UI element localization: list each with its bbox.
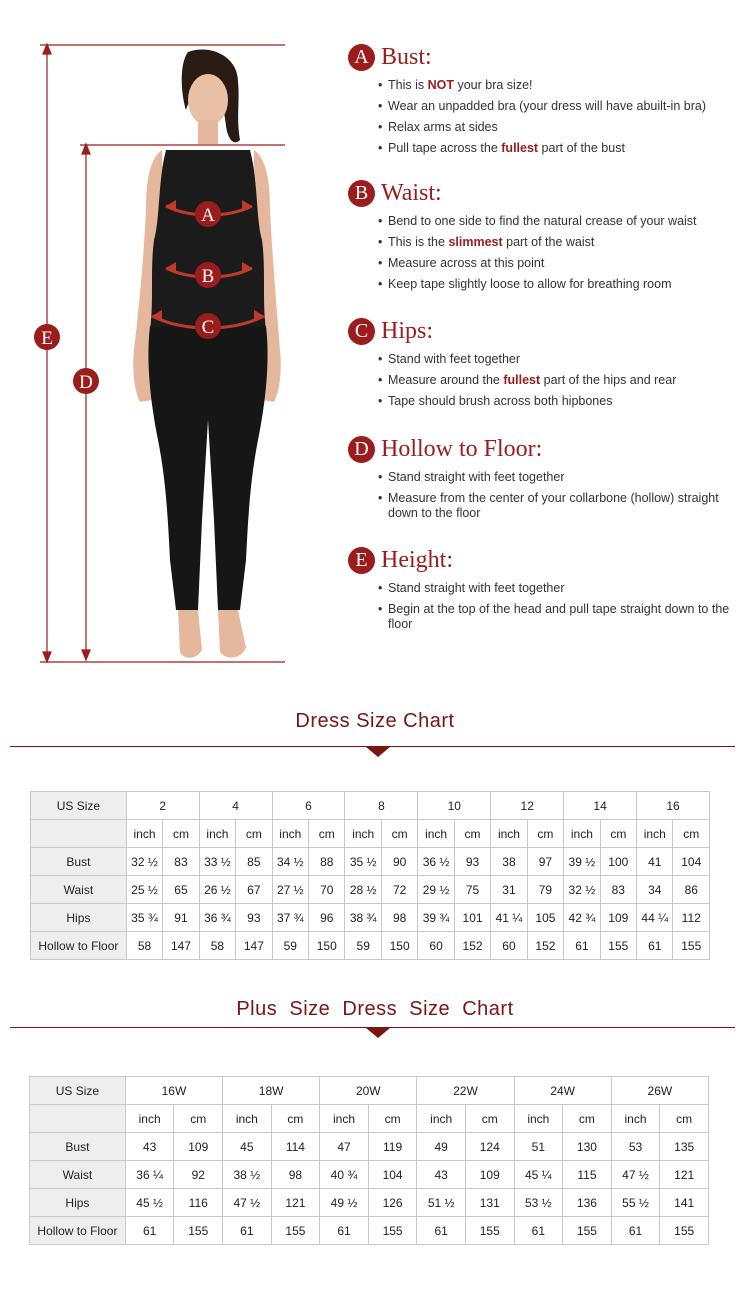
table-cell: 29 ½ [418,876,454,904]
size-header: 20W [320,1077,417,1105]
guide-item: • Measure across at this point [378,256,738,271]
unit-inch: inch [125,1105,174,1133]
size-header: 8 [345,792,418,820]
table-cell: 42 ¾ [564,904,600,932]
row-label: Waist [31,876,127,904]
table-cell: 34 [637,876,673,904]
plus-size-table [29,1076,709,1245]
table-cell: 55 ½ [611,1189,660,1217]
table-cell: 155 [673,932,710,960]
table-row [31,820,710,848]
unit-cm: cm [174,1105,223,1133]
table-cell: 155 [271,1217,320,1245]
unit-inch: inch [199,820,235,848]
table-cell: 36 ½ [418,848,454,876]
table-cell: 155 [368,1217,417,1245]
table-cell: 37 ¾ [272,904,308,932]
size-header: 18W [223,1077,320,1105]
table-cell: 43 [125,1133,174,1161]
table-cell: 45 [223,1133,272,1161]
table-cell: 47 ½ [611,1161,660,1189]
table-cell: 58 [126,932,162,960]
table-cell: 83 [163,848,199,876]
svg-text:D: D [79,372,93,393]
table-cell: 47 ½ [223,1189,272,1217]
unit-cm: cm [465,1105,514,1133]
size-header: 16 [637,792,710,820]
table-cell: 28 ½ [345,876,381,904]
guide-item: • This is the slimmest part of the waist [378,235,738,250]
blank-cell [31,820,127,848]
table-cell: 25 ½ [126,876,162,904]
table-cell: 131 [465,1189,514,1217]
table-cell: 27 ½ [272,876,308,904]
size-header: 10 [418,792,491,820]
unit-inch: inch [272,820,308,848]
unit-inch: inch [320,1105,369,1133]
table-cell: 51 ½ [417,1189,466,1217]
svg-text:E: E [41,328,53,349]
table-cell: 61 [637,932,673,960]
unit-cm: cm [673,820,710,848]
hollow-to-floor-guide [348,434,738,527]
table-cell: 97 [527,848,563,876]
marker-d [73,368,99,394]
table-cell: 155 [563,1217,612,1245]
table-cell: 36 ¾ [199,904,235,932]
unit-inch: inch [611,1105,660,1133]
table-cell: 61 [514,1217,563,1245]
table-cell: 43 [417,1161,466,1189]
guide-item: • Pull tape across the fullest part of the bust [378,141,738,156]
plus-chart-divider-arrow [366,1028,390,1038]
table-cell: 58 [199,932,235,960]
unit-inch: inch [417,1105,466,1133]
table-cell: 155 [660,1217,709,1245]
table-cell: 35 ¾ [126,904,162,932]
table-cell: 90 [381,848,417,876]
table-cell: 38 ½ [223,1161,272,1189]
table-cell: 45 ¼ [514,1161,563,1189]
unit-inch: inch [418,820,454,848]
us-size-label: US Size [30,1077,126,1105]
guide-item: • Measure from the center of your collarbone (hollow) straight down to the floor [378,491,738,521]
table-cell: 147 [163,932,199,960]
table-cell: 93 [454,848,490,876]
table-cell: 67 [236,876,272,904]
table-cell: 105 [527,904,563,932]
guide-title: Waist: [381,179,442,206]
unit-inch: inch [637,820,673,848]
table-cell: 49 [417,1133,466,1161]
guide-title: Hips: [381,317,434,344]
size-header: 4 [199,792,272,820]
table-cell: 150 [309,932,345,960]
guide-item: • Relax arms at sides [378,120,738,135]
row-label: Waist [30,1161,126,1189]
letter-badge-e: E [348,547,375,574]
letter-badge-c: C [348,318,375,345]
unit-inch: inch [564,820,600,848]
table-cell: 60 [418,932,454,960]
row-label: Hips [31,904,127,932]
guide-item: • Measure around the fullest part of the hips and rear [378,373,738,388]
table-cell: 61 [223,1217,272,1245]
table-cell: 51 [514,1133,563,1161]
table-cell: 45 ½ [125,1189,174,1217]
row-label: Bust [30,1133,126,1161]
table-cell: 32 ½ [564,876,600,904]
table-cell: 41 [637,848,673,876]
table-cell: 109 [174,1133,223,1161]
row-label: Hollow to Floor [30,1217,126,1245]
guide-item: • Begin at the top of the head and pull tape straight down to the floor [378,602,738,632]
guide-item: • Stand with feet together [378,352,738,367]
size-header: 26W [611,1077,708,1105]
table-cell: 61 [417,1217,466,1245]
table-row [30,1077,709,1105]
hips-guide [348,316,738,415]
letter-badge-d: D [348,436,375,463]
row-label: Hollow to Floor [31,932,127,960]
guide-list [378,352,738,409]
plus-chart-title: Plus Size Dress Size Chart [236,998,514,1020]
guide-item: • Stand straight with feet together [378,470,738,485]
marker-e [34,324,60,350]
table-cell: 104 [368,1161,417,1189]
guide-title: Height: [381,546,453,573]
row-label: Bust [31,848,127,876]
table-cell: 41 ¼ [491,904,527,932]
table-cell: 116 [174,1189,223,1217]
letter-badge-a: A [348,44,375,71]
table-cell: 72 [381,876,417,904]
table-cell: 114 [271,1133,320,1161]
table-cell: 59 [272,932,308,960]
table-row [31,932,710,960]
table-cell: 39 ¾ [418,904,454,932]
table-row [31,848,710,876]
table-cell: 61 [611,1217,660,1245]
table-cell: 65 [163,876,199,904]
table-cell: 47 [320,1133,369,1161]
unit-inch: inch [514,1105,563,1133]
table-cell: 53 ½ [514,1189,563,1217]
size-header: 22W [417,1077,514,1105]
guide-item: • Keep tape slightly loose to allow for breathing room [378,277,738,292]
table-cell: 92 [174,1161,223,1189]
unit-cm: cm [236,820,272,848]
height-guide [348,545,738,638]
table-cell: 79 [527,876,563,904]
table-cell: 130 [563,1133,612,1161]
table-cell: 40 ¾ [320,1161,369,1189]
table-cell: 38 [491,848,527,876]
table-cell: 119 [368,1133,417,1161]
table-cell: 121 [271,1189,320,1217]
table-cell: 93 [236,904,272,932]
row-label: Hips [30,1189,126,1217]
table-cell: 109 [600,904,636,932]
table-cell: 70 [309,876,345,904]
table-cell: 150 [381,932,417,960]
unit-cm: cm [454,820,490,848]
table-cell: 26 ½ [199,876,235,904]
guide-item: • Tape should brush across both hipbones [378,394,738,409]
table-cell: 141 [660,1189,709,1217]
table-cell: 75 [454,876,490,904]
table-cell: 49 ½ [320,1189,369,1217]
table-cell: 152 [454,932,490,960]
table-cell: 86 [673,876,710,904]
table-cell: 83 [600,876,636,904]
dress-size-table [30,791,710,960]
table-cell: 59 [345,932,381,960]
size-header: 6 [272,792,345,820]
unit-inch: inch [223,1105,272,1133]
table-cell: 38 ¾ [345,904,381,932]
guide-item: • This is NOT your bra size! [378,78,738,93]
guide-list [378,78,738,156]
us-size-label: US Size [31,792,127,820]
table-cell: 60 [491,932,527,960]
table-cell: 39 ½ [564,848,600,876]
table-cell: 85 [236,848,272,876]
unit-cm: cm [368,1105,417,1133]
unit-cm: cm [381,820,417,848]
table-cell: 126 [368,1189,417,1217]
table-cell: 109 [465,1161,514,1189]
unit-inch: inch [345,820,381,848]
unit-cm: cm [163,820,199,848]
table-cell: 61 [125,1217,174,1245]
size-header: 2 [126,792,199,820]
table-cell: 100 [600,848,636,876]
unit-cm: cm [660,1105,709,1133]
dress-chart-divider-arrow [366,747,390,757]
table-cell: 35 ½ [345,848,381,876]
table-cell: 98 [271,1161,320,1189]
table-cell: 32 ½ [126,848,162,876]
guide-list [378,581,738,632]
unit-cm: cm [309,820,345,848]
table-cell: 88 [309,848,345,876]
table-cell: 101 [454,904,490,932]
table-cell: 104 [673,848,710,876]
table-cell: 98 [381,904,417,932]
table-cell: 36 ¼ [125,1161,174,1189]
guide-title: Hollow to Floor: [381,435,543,462]
blank-cell [30,1105,126,1133]
table-row [31,904,710,932]
guide-item: • Wear an unpadded bra (your dress will have abuilt-in bra) [378,99,738,114]
unit-cm: cm [527,820,563,848]
table-cell: 155 [465,1217,514,1245]
table-row [30,1217,709,1245]
table-cell: 112 [673,904,710,932]
table-cell: 61 [564,932,600,960]
table-cell: 33 ½ [199,848,235,876]
table-cell: 61 [320,1217,369,1245]
table-row [30,1161,709,1189]
table-row [30,1189,709,1217]
table-row [30,1133,709,1161]
bust-guide [348,42,738,162]
table-cell: 124 [465,1133,514,1161]
unit-inch: inch [491,820,527,848]
size-header: 16W [125,1077,222,1105]
table-cell: 155 [600,932,636,960]
table-row [31,792,710,820]
table-cell: 96 [309,904,345,932]
table-row [30,1105,709,1133]
table-cell: 44 ¼ [637,904,673,932]
table-cell: 53 [611,1133,660,1161]
marker-c [195,313,221,339]
svg-text:C: C [201,317,215,338]
table-cell: 121 [660,1161,709,1189]
unit-cm: cm [271,1105,320,1133]
dress-chart-title: Dress Size Chart [295,710,455,732]
table-cell: 115 [563,1161,612,1189]
svg-text:A: A [201,205,215,226]
size-header: 14 [564,792,637,820]
table-cell: 91 [163,904,199,932]
model-silhouette [133,50,281,658]
model-measurement-figure [0,0,340,690]
table-cell: 147 [236,932,272,960]
unit-cm: cm [600,820,636,848]
guide-title: Bust: [381,43,432,70]
table-cell: 136 [563,1189,612,1217]
marker-b [195,262,221,288]
table-cell: 155 [174,1217,223,1245]
size-header: 24W [514,1077,611,1105]
guide-item: • Bend to one side to find the natural crease of your waist [378,214,738,229]
guide-list [378,214,738,292]
table-row [31,876,710,904]
marker-a [195,201,221,227]
table-cell: 31 [491,876,527,904]
guide-list [378,470,738,521]
guide-item: • Stand straight with feet together [378,581,738,596]
waist-guide [348,178,738,298]
unit-inch: inch [126,820,162,848]
table-cell: 34 ½ [272,848,308,876]
table-cell: 135 [660,1133,709,1161]
size-header: 12 [491,792,564,820]
letter-badge-b: B [348,180,375,207]
unit-cm: cm [563,1105,612,1133]
svg-text:B: B [201,266,215,287]
table-cell: 152 [527,932,563,960]
